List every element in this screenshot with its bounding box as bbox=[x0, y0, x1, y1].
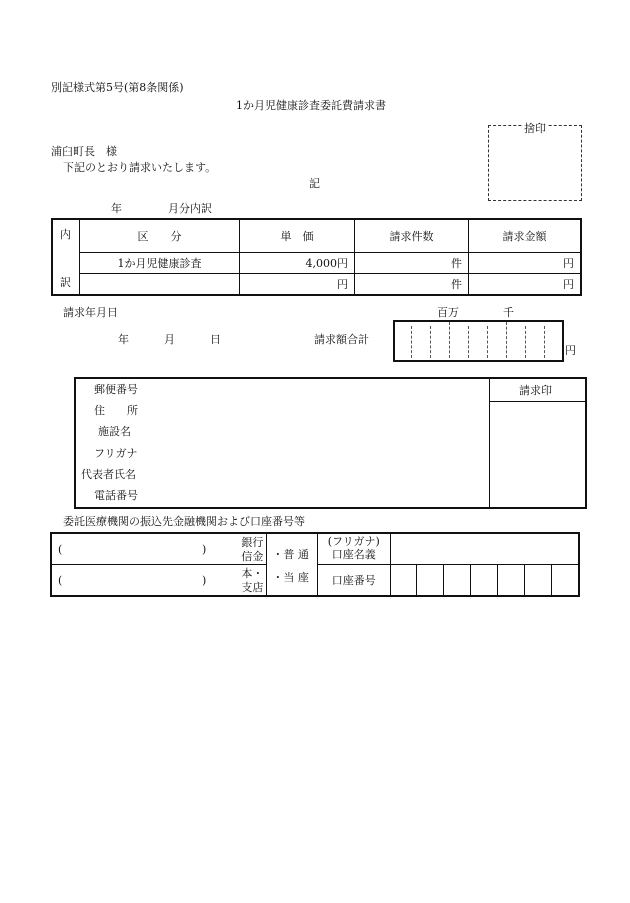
applicant-seal-line bbox=[489, 401, 585, 402]
paren-open: ( bbox=[58, 543, 63, 556]
row-count[interactable]: 件 bbox=[355, 253, 469, 274]
discard-seal-label: 捨印 bbox=[524, 122, 546, 135]
applicant-divider bbox=[489, 379, 490, 507]
row-amount[interactable]: 円 bbox=[469, 274, 582, 296]
row-count[interactable]: 件 bbox=[355, 274, 469, 296]
breakdown-year-label: 年 bbox=[111, 202, 122, 215]
phone-label: 電話番号 bbox=[94, 489, 138, 502]
breakdown-row bbox=[52, 274, 581, 296]
account-name-field[interactable] bbox=[390, 533, 579, 565]
digit-divider bbox=[506, 322, 507, 358]
current-label: ・当 座 bbox=[272, 571, 309, 584]
breakdown-month-label: 月分内訳 bbox=[168, 202, 212, 215]
form-number: 別記様式第5号(第8条関係) bbox=[51, 81, 184, 94]
row-unit-price[interactable]: 円 bbox=[240, 274, 355, 296]
digit-divider bbox=[525, 326, 526, 358]
million-label: 百万 bbox=[437, 306, 459, 319]
row-unit-price[interactable]: 4,000円 bbox=[240, 253, 355, 274]
bank-section-title: 委託医療機関の振込先金融機関および口座番号等 bbox=[63, 515, 305, 528]
breakdown-header-row bbox=[52, 219, 581, 253]
account-digit[interactable] bbox=[417, 565, 444, 597]
bank-name-cell[interactable] bbox=[51, 533, 267, 565]
paren-close: ) bbox=[202, 543, 207, 556]
account-digit[interactable] bbox=[390, 565, 417, 597]
account-digit[interactable] bbox=[471, 565, 498, 597]
paren-close: ) bbox=[202, 574, 207, 587]
account-number-label: 口座番号 bbox=[318, 565, 390, 597]
credit-label: 信金 bbox=[241, 550, 264, 563]
header-unit-price: 単 価 bbox=[240, 219, 355, 253]
total-label: 請求額合計 bbox=[314, 333, 369, 346]
account-name-label: 口座名義 bbox=[331, 548, 376, 561]
digit-divider bbox=[468, 326, 469, 358]
row-category[interactable] bbox=[80, 274, 240, 296]
row-amount[interactable]: 円 bbox=[469, 253, 582, 274]
header-category: 区 分 bbox=[80, 219, 240, 253]
breakdown-row bbox=[52, 253, 581, 274]
ordinary-label: ・普 通 bbox=[272, 548, 309, 561]
account-name-label-cell bbox=[318, 533, 390, 565]
account-digit[interactable] bbox=[525, 565, 552, 597]
header-amount: 請求金額 bbox=[469, 219, 582, 253]
request-text: 下記のとおり請求いたします。 bbox=[63, 161, 217, 174]
discard-seal-box bbox=[488, 122, 582, 201]
applicant-seal-label: 請求印 bbox=[519, 384, 552, 397]
bank-label: 銀行 bbox=[241, 536, 264, 549]
addressee: 浦臼町長 様 bbox=[51, 145, 117, 158]
total-yen-label: 円 bbox=[565, 344, 576, 357]
account-digit[interactable] bbox=[444, 565, 471, 597]
branch-sub-label: 支店 bbox=[241, 581, 264, 594]
digit-divider bbox=[449, 322, 450, 358]
facility-label: 施設名 bbox=[98, 425, 131, 438]
bank-row bbox=[51, 533, 579, 565]
bank-table bbox=[50, 532, 580, 597]
ki-label: 記 bbox=[309, 177, 320, 190]
digit-divider bbox=[544, 326, 545, 358]
account-digit[interactable] bbox=[551, 565, 579, 597]
digit-divider bbox=[430, 326, 431, 358]
side-label-bottom: 訳 bbox=[60, 276, 71, 289]
request-date-month[interactable]: 月 bbox=[164, 333, 175, 346]
furigana-label: フリガナ bbox=[94, 447, 138, 460]
total-amount-box[interactable] bbox=[393, 320, 564, 362]
account-digit[interactable] bbox=[498, 565, 525, 597]
account-type-cell[interactable] bbox=[267, 533, 318, 596]
header-count: 請求件数 bbox=[355, 219, 469, 253]
request-date-label: 請求年月日 bbox=[63, 306, 118, 319]
applicant-box bbox=[74, 377, 587, 509]
address-label: 住 所 bbox=[94, 404, 138, 417]
request-date-year[interactable]: 年 bbox=[118, 333, 129, 346]
representative-label: 代表者氏名 bbox=[81, 468, 136, 481]
request-date-day[interactable]: 日 bbox=[210, 333, 221, 346]
document-title: 1か月児健康診査委託費請求書 bbox=[236, 99, 386, 112]
furigana-small-label: (フリガナ) bbox=[327, 535, 380, 549]
postal-code-label: 郵便番号 bbox=[94, 383, 138, 396]
side-label-top: 内 bbox=[60, 228, 71, 241]
branch-main-label: 本・ bbox=[241, 567, 264, 580]
thousand-label: 千 bbox=[503, 306, 514, 319]
paren-open: ( bbox=[58, 574, 63, 587]
breakdown-side-label bbox=[52, 219, 80, 295]
digit-divider bbox=[411, 326, 412, 358]
row-category[interactable]: 1か月児健康診査 bbox=[80, 253, 240, 274]
branch-name-cell[interactable] bbox=[51, 565, 267, 597]
breakdown-table bbox=[51, 218, 582, 296]
digit-divider bbox=[487, 326, 488, 358]
